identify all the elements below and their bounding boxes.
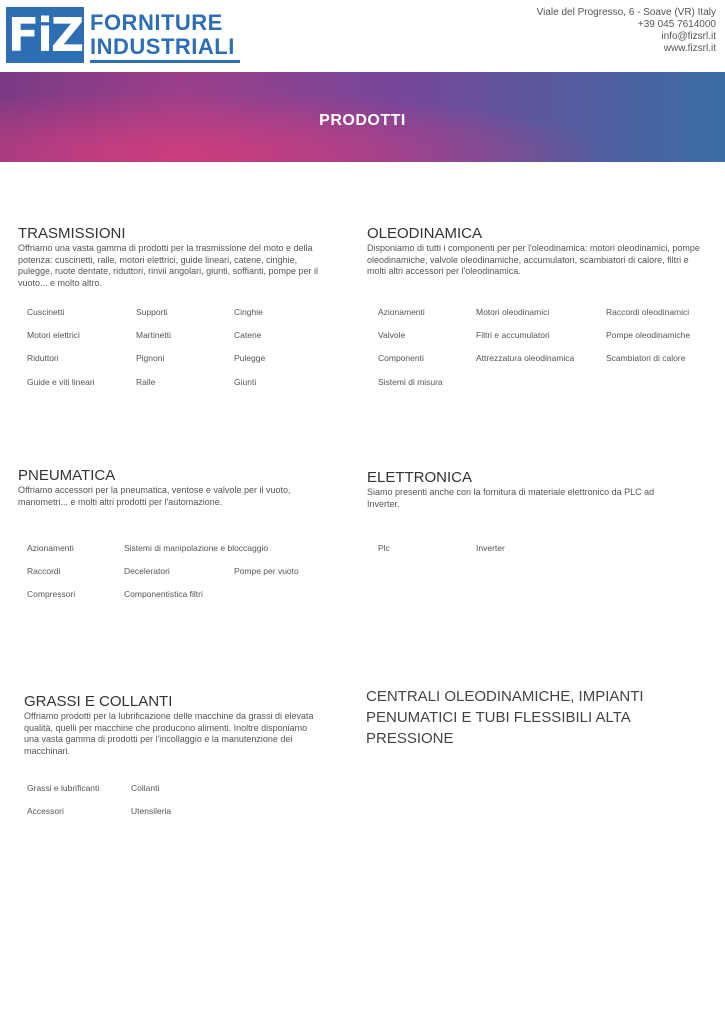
section-description: Siamo presenti anche con la fornitura di materiale elettronico da PLC ad Inverter. xyxy=(367,487,655,509)
product-link[interactable]: Raccordi oleodinamici xyxy=(606,307,690,317)
product-link[interactable]: Utensileria xyxy=(131,806,172,816)
product-link[interactable]: Pignoni xyxy=(136,353,165,363)
logo-mark-text: FiZ xyxy=(7,8,83,62)
section-elettronica xyxy=(367,469,667,510)
product-link[interactable]: Riduttori xyxy=(27,353,59,363)
logo-underline xyxy=(90,60,240,63)
section-description: Offriamo prodotti per la lubrificazione delle macchine da grassi di elevata qualità, quelli per macchine che producono alimenti. Inoltre disponiamo una vasta gamma di prodotti per l'incollaggio e la manutenzione dei macchinari. xyxy=(24,711,314,756)
logo-line-1: FORNITURE xyxy=(90,10,223,35)
product-link[interactable]: Sistemi di manipolazione e bloccaggio xyxy=(124,543,269,553)
product-link[interactable]: Pulegge xyxy=(234,353,266,363)
product-link[interactable]: Raccordi xyxy=(27,566,61,576)
product-link[interactable]: Supporti xyxy=(136,307,168,317)
product-link[interactable]: Accessori xyxy=(27,806,64,816)
product-link[interactable]: Sistemi di misura xyxy=(378,377,443,387)
section-trasmissioni xyxy=(18,225,320,289)
contact-phone[interactable]: +39 045 7614000 xyxy=(637,19,716,30)
section-title: TRASMISSIONI xyxy=(18,225,126,242)
product-link[interactable]: Pompe oleodinamiche xyxy=(606,330,691,340)
header xyxy=(0,0,725,72)
product-link[interactable]: Cinghie xyxy=(234,307,263,317)
product-link[interactable]: Azionamenti xyxy=(378,307,425,317)
product-link[interactable]: Inverter xyxy=(476,543,505,553)
product-link[interactable]: Motori elettrici xyxy=(27,330,80,340)
company-logo[interactable] xyxy=(6,7,242,63)
product-link[interactable]: Pompe per vuoto xyxy=(234,566,299,576)
product-link[interactable]: Filtri e accumulatori xyxy=(476,330,550,340)
section-description: Disponiamo di tutti i componenti per per l'oleodinamica: motori oleodinamici, pompe oleodinamiche, valvole oleodinamiche, accumulatori, scambiatori di calore, filtri e molti altri accessori per l'oleodinamica. xyxy=(367,243,700,276)
product-link[interactable]: Motori oleodinamici xyxy=(476,307,550,317)
product-link[interactable]: Grassi e lubrificanti xyxy=(27,783,100,793)
product-link[interactable]: Componentistica filtri xyxy=(124,589,203,599)
section-oleodinamica xyxy=(367,225,707,278)
contact-info xyxy=(537,7,716,55)
product-link[interactable]: Deceleratori xyxy=(124,566,170,576)
section-grassi-collanti xyxy=(24,693,319,757)
contact-address: Viale del Progresso, 6 - Soave (VR) Italy xyxy=(536,7,716,18)
section-title: ELETTRONICA xyxy=(367,469,473,486)
product-link[interactable]: Azionamenti xyxy=(27,543,74,553)
product-link[interactable]: Compressori xyxy=(27,589,76,599)
product-link[interactable]: Plc xyxy=(378,543,390,553)
section-title: OLEODINAMICA xyxy=(367,225,483,242)
page-title: PRODOTTI xyxy=(319,112,406,129)
contact-email[interactable]: info@fizsrl.it xyxy=(661,31,716,42)
product-link[interactable]: Catene xyxy=(234,330,262,340)
product-link[interactable]: Giunti xyxy=(234,377,257,387)
product-link[interactable]: Collanti xyxy=(131,783,160,793)
section-title: PNEUMATICA xyxy=(18,467,116,484)
section-centrali-title: CENTRALI OLEODINAMICHE, IMPIANTI PENUMATICI E TUBI FLESSIBILI ALTA PRESSIONE xyxy=(366,688,644,747)
section-description: Offriamo accessori per la pneumatica, ventose e valvole per il vuoto, manometri... e molti altri prodotti per l'automazione. xyxy=(18,485,291,507)
logo-wordmark xyxy=(90,11,235,59)
section-pneumatica xyxy=(18,467,323,508)
product-link[interactable]: Cuscinetti xyxy=(27,307,65,317)
logo-mark xyxy=(6,7,84,63)
contact-website[interactable]: www.fizsrl.it xyxy=(663,43,716,54)
logo-line-2: INDUSTRIALI xyxy=(90,34,235,59)
product-link[interactable]: Guide e viti lineari xyxy=(27,377,95,387)
product-link[interactable]: Ralle xyxy=(136,377,156,387)
product-link[interactable]: Attrezzatura oleodinamica xyxy=(476,353,575,363)
section-description: Offriamo una vasta gamma di prodotti per la trasmissione del moto e della potenza: cuscinetti, ralle, motori elettrici, guide lineari, catene, cinghie, pulegge, ruote dentate, riduttori, rinvii angolari, giunti, soffianti, pompe per il vuoto... e molto altro. xyxy=(18,243,319,288)
product-link[interactable]: Valvole xyxy=(378,330,406,340)
product-link[interactable]: Martinetti xyxy=(136,330,171,340)
page-banner xyxy=(0,72,725,162)
product-link[interactable]: Scambiatori di calore xyxy=(606,353,686,363)
section-title: GRASSI E COLLANTI xyxy=(24,693,173,710)
product-link[interactable]: Componenti xyxy=(378,353,424,363)
